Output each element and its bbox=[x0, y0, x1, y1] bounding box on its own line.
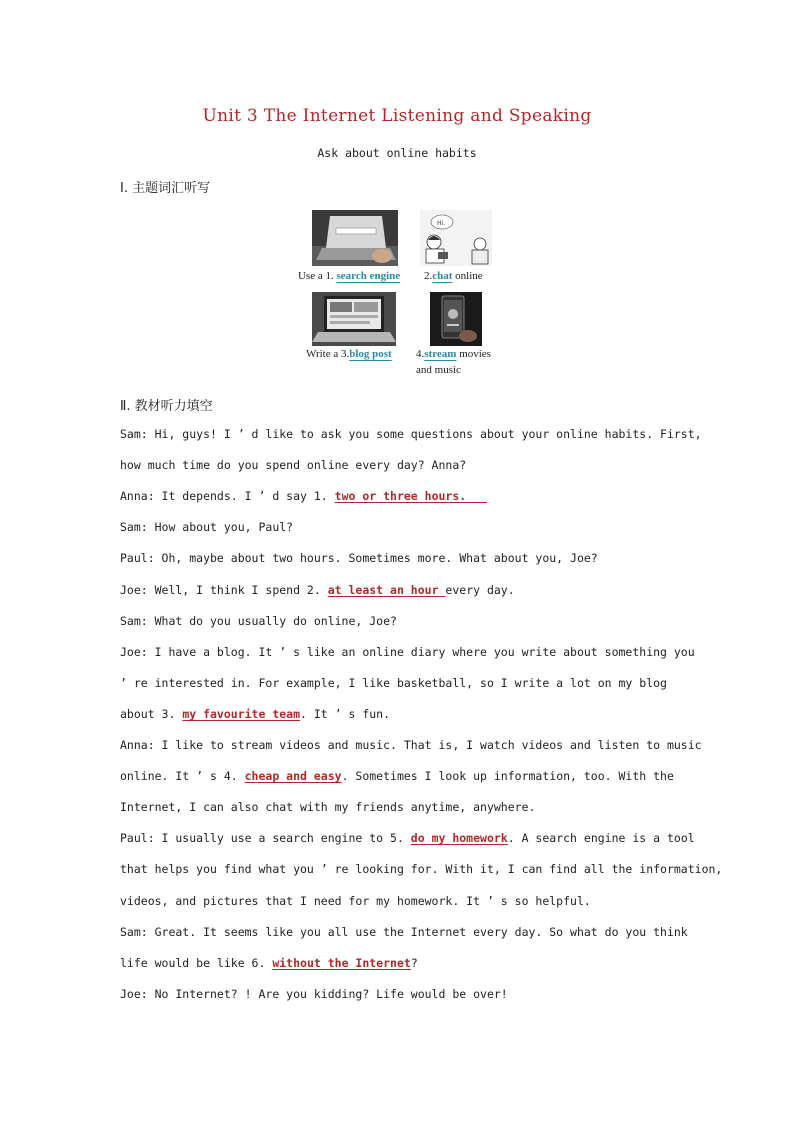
dialogue-text: . A search engine is a tool bbox=[507, 831, 695, 846]
svg-text:Hi.: Hi. bbox=[437, 220, 446, 227]
answer-blank: two or three hours. bbox=[334, 489, 487, 504]
caption-text: Write a 3. bbox=[306, 348, 350, 360]
dialogue-line: Sam: Great. It seems like you all use the Internet every day. So what do you think bbox=[120, 924, 688, 939]
dialogue-line: Sam: How about you, Paul? bbox=[120, 520, 294, 535]
chat-photo bbox=[420, 210, 492, 266]
blog-post-photo bbox=[312, 292, 396, 346]
dialogue-text: Joe: Well, I think I spend 2. bbox=[120, 582, 328, 597]
dialogue-line: how much time do you spend online every day? Anna? bbox=[120, 458, 467, 473]
caption-text: Use a 1. bbox=[298, 270, 337, 282]
dialogue-text: every day. bbox=[445, 582, 515, 597]
answer-blank: at least an hour bbox=[327, 582, 446, 597]
dialogue-text: online. It ’ s 4. bbox=[120, 769, 245, 784]
caption-text: online bbox=[452, 270, 483, 282]
caption-stream-line2: and music bbox=[416, 364, 461, 376]
dialogue-line: that helps you find what you ’ re looking for. With it, I can find all the information, bbox=[120, 862, 723, 877]
dialogue-line: ’ re interested in. For example, I like basketball, so I write a lot on my blog bbox=[120, 675, 667, 690]
dialogue-text: life would be like 6. bbox=[120, 955, 273, 970]
answer-blank: cheap and easy bbox=[244, 769, 342, 784]
dialogue-line bbox=[120, 831, 695, 846]
answer-search-engine: search engine bbox=[336, 270, 401, 282]
answer-blank: do my homework bbox=[410, 831, 508, 846]
dialogue-line bbox=[120, 583, 676, 598]
search-engine-photo bbox=[312, 210, 398, 266]
dialogue-line bbox=[120, 769, 676, 784]
answer-blank: without the Internet bbox=[272, 955, 411, 970]
page-title: Unit 3 The Internet Listening and Speaking bbox=[202, 106, 592, 126]
caption-text: 2. bbox=[424, 270, 433, 282]
dialogue-text: about 3. bbox=[120, 706, 183, 721]
dialogue-line: Joe: No Internet? ! Are you kidding? Life would be over! bbox=[120, 986, 508, 1001]
stream-photo bbox=[430, 292, 482, 346]
dialogue-line: Anna: I like to stream videos and music. That is, I watch videos and listen to music bbox=[120, 738, 702, 752]
dialogue-text: ? bbox=[410, 955, 418, 970]
section-heading-listening: Ⅱ. 教材听力填空 bbox=[120, 399, 213, 414]
vocabulary-figure bbox=[296, 208, 516, 380]
answer-stream: stream bbox=[424, 348, 457, 360]
caption-text: 4. bbox=[416, 348, 425, 360]
page-subtitle: Ask about online habits bbox=[317, 146, 477, 160]
dialogue-text: . It ’ s fun. bbox=[300, 706, 391, 721]
dialogue-line: Paul: Oh, maybe about two hours. Sometimes more. What about you, Joe? bbox=[120, 551, 598, 566]
dialogue-line: Joe: I have a blog. It ’ s like an online diary where you write about something you bbox=[120, 644, 695, 659]
dialogue-text: Anna: It depends. I ’ d say 1. bbox=[120, 489, 335, 504]
dialogue-text: . Sometimes I look up information, too. With the bbox=[341, 769, 674, 784]
dialogue-text: Paul: I usually use a search engine to 5. bbox=[120, 831, 411, 846]
dialogue-line bbox=[120, 707, 676, 722]
dialogue-line: Sam: Hi, guys! I ’ d like to ask you some questions about your online habits. First, bbox=[120, 427, 702, 441]
dialogue-line: videos, and pictures that I need for my homework. It ’ s so helpful. bbox=[120, 893, 591, 908]
dialogue-line: Internet, I can also chat with my friends anytime, anywhere. bbox=[120, 800, 536, 815]
caption-stream bbox=[416, 348, 491, 360]
caption-text: movies bbox=[456, 348, 491, 360]
dialogue-line bbox=[120, 956, 676, 971]
caption-blog-post bbox=[306, 348, 392, 360]
dialogue-line: Sam: What do you usually do online, Joe? bbox=[120, 613, 397, 628]
section-heading-vocabulary: Ⅰ. 主题词汇听写 bbox=[120, 181, 211, 196]
answer-blank: my favourite team bbox=[182, 706, 301, 721]
dialogue-line bbox=[120, 489, 676, 504]
caption-chat bbox=[424, 270, 483, 282]
answer-blog-post: blog post bbox=[349, 348, 392, 360]
answer-chat: chat bbox=[432, 270, 453, 282]
caption-search-engine bbox=[298, 270, 400, 282]
